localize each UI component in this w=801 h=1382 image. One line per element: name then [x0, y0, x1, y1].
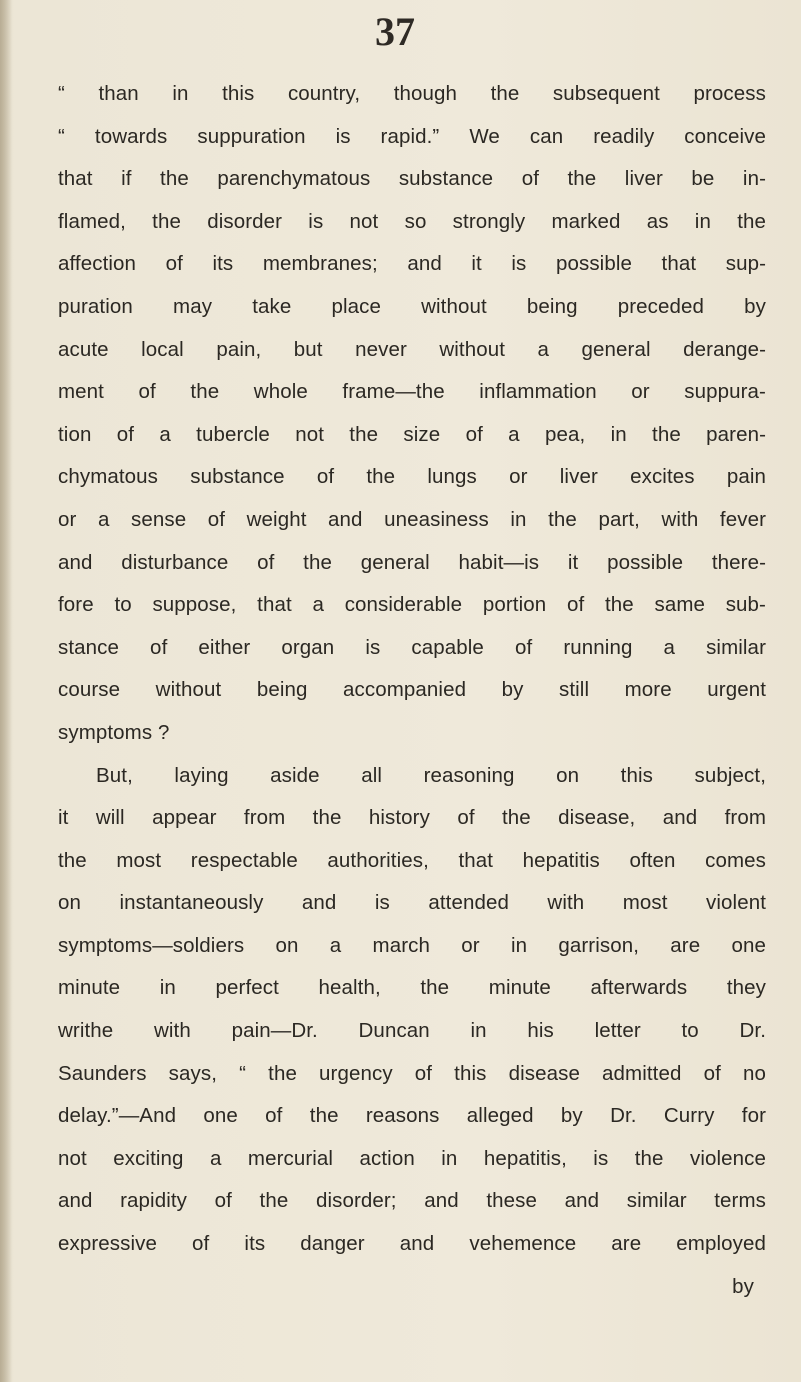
text-line: But, laying aside all reasoning on this subject,	[96, 763, 766, 787]
text-line: it will appear from the history of the disease, and from	[58, 806, 766, 830]
text-line: Saunders says, “ the urgency of this disease admitted of no	[58, 1061, 766, 1085]
body-text	[58, 73, 766, 1308]
text-line: expressive of its danger and vehemence are employed	[58, 1232, 766, 1256]
text-line: fore to suppose, that a considerable portion of the same sub-	[58, 593, 766, 617]
binding-shadow	[0, 0, 12, 1382]
text-line: delay.”—And one of the reasons alleged by Dr. Curry for	[58, 1104, 766, 1128]
text-line: stance of either organ is capable of running a similar	[58, 635, 766, 659]
text-line: and disturbance of the general habit—is it possible there-	[58, 550, 766, 574]
text-line: symptoms ?	[58, 720, 170, 744]
text-line: or a sense of weight and uneasiness in the part, with fever	[58, 507, 766, 531]
page-number: 37	[375, 9, 415, 54]
text-line: symptoms—soldiers on a march or in garrison, are one	[58, 933, 766, 957]
text-line: puration may take place without being preceded by	[58, 294, 766, 318]
text-line: on instantaneously and is attended with most violent	[58, 891, 766, 915]
text-line: “ than in this country, though the subsequent process	[58, 82, 766, 105]
catchword: by	[732, 1274, 754, 1298]
text-line: acute local pain, but never without a general derange-	[58, 337, 766, 361]
text-line: tion of a tubercle not the size of a pea, in the paren-	[58, 422, 766, 446]
text-line: that if the parenchymatous substance of the liver be in-	[58, 167, 766, 191]
text-line: and rapidity of the disorder; and these and similar terms	[58, 1189, 766, 1213]
text-line: writhe with pain—Dr. Duncan in his letter to Dr.	[58, 1019, 766, 1043]
text-line: affection of its membranes; and it is possible that sup-	[58, 252, 766, 276]
text-line: flamed, the disorder is not so strongly marked as in the	[58, 209, 766, 233]
text-line: course without being accompanied by still more urgent	[58, 678, 766, 702]
text-line: chymatous substance of the lungs or liver excites pain	[58, 465, 766, 489]
text-line: “ towards suppuration is rapid.” We can readily conceive	[58, 124, 766, 148]
text-line: not exciting a mercurial action in hepatitis, is the violence	[58, 1146, 766, 1170]
text-line: minute in perfect health, the minute afterwards they	[58, 976, 766, 1000]
text-line: the most respectable authorities, that hepatitis often comes	[58, 848, 766, 872]
text-line: ment of the whole frame—the inflammation or suppura-	[58, 380, 766, 404]
